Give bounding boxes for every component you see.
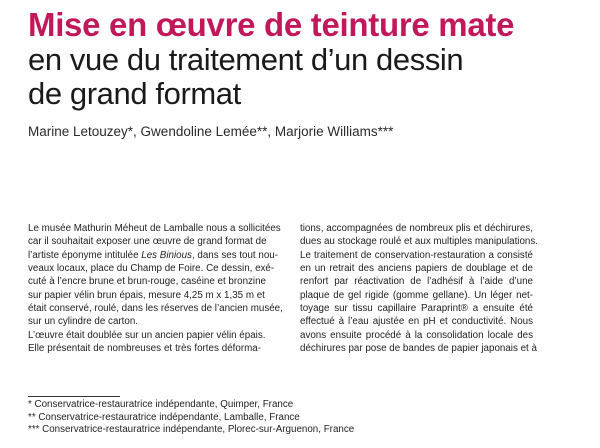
footnote-2: ** Conservatrice-restauratrice indépendante, Lamballe, France xyxy=(28,411,300,423)
text-line: sur un cylindre de carton. xyxy=(28,316,138,328)
text-line: car il souhaitait exposer une œuvre de grand format de xyxy=(28,236,267,248)
footnote-separator xyxy=(28,396,120,397)
text-run: , dans ses tout nou- xyxy=(191,249,278,261)
title-subtitle-line-1: en vue du traitement d’un dessin xyxy=(28,42,464,77)
text-line: Elle présentait de nombreuses et très fortes déforma- xyxy=(28,343,261,355)
text-line: dues au stockage roulé et aux multiples manipulations. xyxy=(300,236,538,248)
text-line: tions, accompagnées de nombreux plis et déchirures, xyxy=(300,223,533,234)
paragraph xyxy=(300,222,538,249)
footnote-3: *** Conservatrice-restauratrice indépendante, Plorec-sur-Arguenon, France xyxy=(28,424,355,435)
paragraph xyxy=(300,249,537,356)
paragraph xyxy=(28,329,266,356)
text-line: effectué à l’eau ajustée en pH et conductivité. Nous xyxy=(300,316,533,328)
text-line: en un retrait des anciens papiers de doublage et de xyxy=(300,263,533,275)
text-line: toyage sur tissu capillaire Paraprint® a ensuite été xyxy=(300,303,533,315)
text-line: plaque de gel rigide (gomme gellane). Un léger net- xyxy=(300,289,533,301)
footnote-1: * Conservatrice-restauratrice indépendante, Quimper, France xyxy=(28,399,294,410)
text-line: cuté à l’encre brune et brun-rouge, caséine et bronzine xyxy=(28,276,266,288)
title-main: Mise en œuvre de teinture mate xyxy=(28,6,515,43)
text-line: Le musée Mathurin Méheut de Lamballe nous a sollicitées xyxy=(28,223,281,234)
footnotes xyxy=(28,399,568,437)
text-line: avons ensuite procédé à la consolidation locale des xyxy=(300,329,533,341)
title-subtitle-line-2: de grand format xyxy=(28,76,241,111)
text-line xyxy=(28,249,278,262)
author-list: Marine Letouzey*, Gwendoline Lemée**, Marjorie Williams*** xyxy=(28,124,394,139)
text-line: sur papier vélin brun épais, mesure 4,25 m x 1,35 m et xyxy=(28,289,265,301)
paragraph xyxy=(28,222,283,329)
text-line: déchirures par pose de bandes de papier japonais et à xyxy=(300,343,537,355)
text-line: était conservé, roulé, dans les réserves de l’ancien musée, xyxy=(28,303,283,315)
text-line: Le traitement de conservation-restauration a consisté xyxy=(300,249,533,261)
article-title xyxy=(28,6,588,111)
text-line: renfort par réactivation de l’adhésif à l’aide d’une xyxy=(300,276,533,288)
body-column-right xyxy=(300,222,538,355)
text-line: L’œuvre était doublée sur un ancien papier vélin épais. xyxy=(28,329,266,341)
text-run: l’artiste éponyme intitulée xyxy=(28,249,142,261)
text-line: veaux locaux, place du Champ de Foire. Ce dessin, exé- xyxy=(28,263,275,275)
artwork-title: Les Binious xyxy=(141,249,192,261)
body-column-left xyxy=(28,222,283,355)
